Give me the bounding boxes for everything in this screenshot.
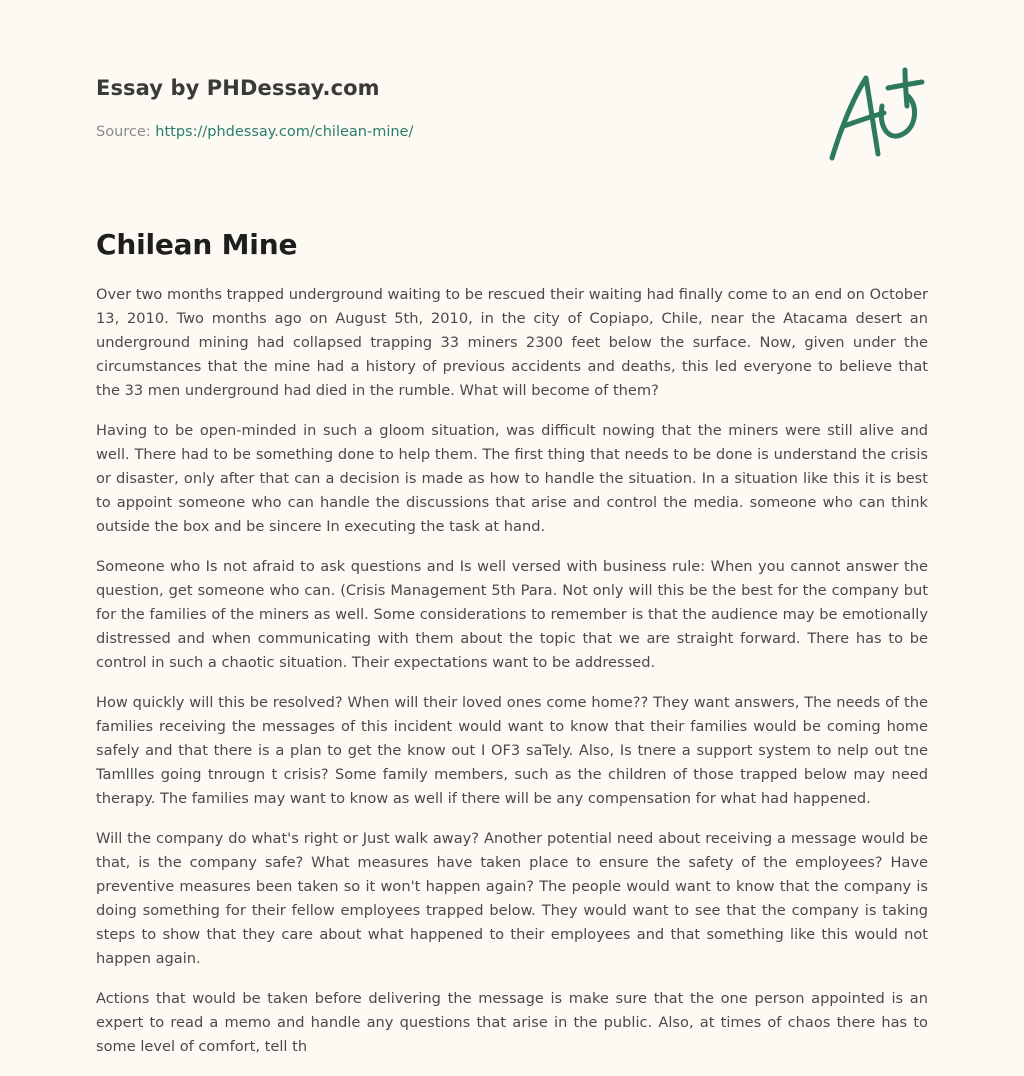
essay-paragraph: How quickly will this be resolved? When will their loved ones come home?? They want answers, The needs of the families receiving the messages of this incident would want to know that their families would be coming home safely and that there is a plan to get the know out I OF3 saTely. Also, Is tnere a support system to nelp out tne Tamllles going tnrougn t crisis? Some family members, such as the children of those trapped below may need therapy. The families may want to know as well if there will be any compensation for what had happened. (96, 694, 928, 807)
site-title: Essay by PHDessay.com (96, 76, 380, 100)
source-line (96, 124, 413, 140)
source-link[interactable]: https://phdessay.com/chilean-mine/ (155, 124, 414, 140)
essay-paragraph: Over two months trapped underground waiting to be rescued their waiting had finally come to an end on October 13, 2010. Two months ago on August 5th, 2010, in the city of Copiapo, Chile, near the Atacama desert an underground mining had collapsed trapping 33 miners 2300 feet below the surface. Now, given under the circumstances that the mine had a history of previous accidents and deaths, this led everyone to believe that the 33 men underground had died in the rumble. What will become of them? (96, 286, 928, 399)
essay-paragraph: Having to be open-minded in such a gloom situation, was difficult nowing that the miners were still alive and well. There had to be something done to help them. The first thing that needs to be done is understand the crisis or disaster, only after that can a decision is made as how to handle the situation. In a situation like this it is best to appoint someone who can handle the discussions that arise and control the media. someone who can think outside the box and be sincere In executing the task at hand. (96, 422, 928, 535)
a-plus-grade-icon (826, 66, 926, 166)
source-label: Source: (96, 124, 156, 140)
essay-paragraph: Actions that would be taken before delivering the message is make sure that the one person appointed is an expert to read a memo and handle any questions that arise in the public. Also, at times of chaos there has to some level of comfort, tell th (96, 990, 928, 1055)
page-header (96, 0, 928, 190)
essay-title: Chilean Mine (96, 228, 298, 261)
essay-paragraph: Will the company do what's right or Just walk away? Another potential need about receiving a message would be that, is the company safe? What measures have taken place to ensure the safety of the employees? Have preventive measures been taken so it won't happen again? The people would want to know that the company is doing something for their fellow employees trapped below. They would want to see that the company is taking steps to show that they care about what happened to their employees and that something like this would not happen again. (96, 830, 928, 967)
essay-body (96, 283, 928, 1059)
essay-paragraph: Someone who Is not afraid to ask questions and Is well versed with business rule: When you cannot answer the question, get someone who can. (Crisis Management 5th Para. Not only will this be the best for the company but for the families of the miners as well. Some considerations to remember is that the audience may be emotionally distressed and when communicating with them about the topic that we are straight forward. There has to be control in such a chaotic situation. Their expectations want to be addressed. (96, 558, 928, 671)
